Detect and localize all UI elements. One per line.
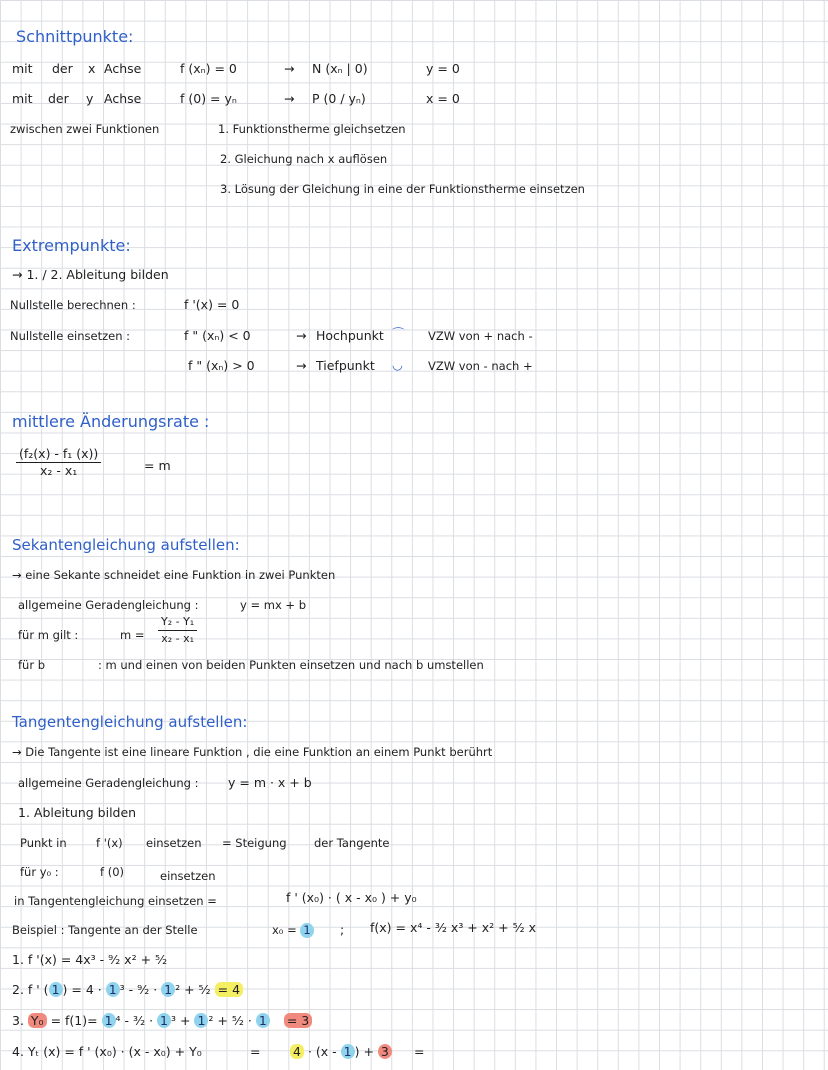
rate-denominator: x₂ - x₁	[40, 463, 78, 478]
sekante-m-fraction	[158, 615, 197, 646]
step3-power3: ³ +	[171, 1013, 191, 1028]
tangente-geradengleichung-label: allgemeine Geradengleichung :	[18, 776, 199, 790]
row-y-achse-label-achse: Achse	[104, 91, 142, 106]
section-heading-tangente: Tangentengleichung aufstellen:	[12, 713, 248, 731]
sekante-m-denominator: x₂ - x₁	[161, 632, 195, 645]
step4-mid: · (x -	[307, 1044, 337, 1059]
rate-fraction	[16, 447, 101, 478]
highlight-y0: Y₀	[28, 1013, 47, 1028]
sekante-definition: → eine Sekante schneidet eine Funktion in zwei Punkten	[12, 568, 336, 582]
rate-equals-m: = m	[144, 458, 171, 473]
cup-symbol-icon: ◡	[392, 357, 403, 372]
tangente-der-tangente: der Tangente	[314, 836, 390, 850]
highlight-one: 1	[49, 982, 63, 997]
highlight-one: 1	[102, 1013, 116, 1028]
step-aufloesen: 2. Gleichung nach x auflösen	[220, 152, 388, 166]
row-x-achse-label-der: der	[52, 61, 73, 76]
beispiel-label: Beispiel : Tangente an der Stelle	[12, 923, 198, 937]
beispiel-step-3	[12, 1013, 312, 1029]
arrow-right-icon: →	[296, 328, 307, 343]
step2-mid: ) = 4 ·	[62, 982, 102, 997]
tangente-in-gleichung: in Tangentengleichung einsetzen =	[14, 894, 217, 908]
highlight-one: 1	[341, 1044, 355, 1059]
extrem-second-derivative-gt: f " (xₙ) > 0	[188, 358, 255, 373]
extrem-nullstelle-einsetzen-label: Nullstelle einsetzen :	[10, 329, 131, 343]
highlight-three: 3	[378, 1044, 392, 1059]
step3-f1: = f(1)=	[50, 1013, 98, 1028]
step3-power2: ² + ⁵⁄₂ ·	[208, 1013, 252, 1028]
section-heading-schnittpunkte: Schnittpunkte:	[16, 27, 134, 46]
sekante-m-label: für m gilt :	[18, 628, 79, 642]
highlight-one: 1	[106, 982, 120, 997]
row-y-achse-result: x = 0	[426, 91, 460, 106]
row-x-achse-label-achse: Achse	[104, 61, 142, 76]
step-gleichsetzen: 1. Funktionstherme gleichsetzen	[218, 122, 406, 136]
row-y-achse-label-y: y	[86, 91, 94, 106]
extrem-hochpunkt: Hochpunkt	[316, 328, 384, 343]
section-heading-sekante: Sekantengleichung aufstellen:	[12, 536, 240, 554]
beispiel-x0-value: 1	[300, 923, 313, 938]
row-x-achse-result: y = 0	[426, 61, 460, 76]
row-x-achse-label-mit: mit	[12, 61, 33, 76]
highlight-one: 1	[194, 1013, 208, 1028]
tangente-definition: → Die Tangente ist eine lineare Funktion , die eine Funktion an einem Punkt berührt	[12, 745, 493, 759]
extrem-vzw-minus-plus: VZW von - nach +	[428, 359, 533, 373]
sekante-geradengleichung: y = mx + b	[240, 598, 307, 612]
beispiel-stelle	[272, 922, 314, 938]
tangente-step-ableitung: 1. Ableitung bilden	[18, 805, 137, 820]
step3-result: = 3	[284, 1013, 312, 1028]
arrow-right-icon: →	[284, 61, 295, 76]
arrow-right-icon: →	[284, 91, 295, 106]
sekante-b-instruction: : m und einen von beiden Punkten einsetzen und nach b umstellen	[98, 658, 484, 672]
row-y-achse-label-mit: mit	[12, 91, 33, 106]
row-y-achse-label-der: der	[48, 91, 69, 106]
step4-equals: =	[250, 1044, 261, 1059]
extrem-tiefpunkt: Tiefpunkt	[316, 358, 375, 373]
sekante-b-label: für b	[18, 658, 46, 672]
row-x-achse-equation: f (xₙ) = 0	[180, 61, 237, 76]
section-heading-aenderungsrate: mittlere Änderungsrate :	[12, 412, 210, 431]
tangente-steigung: = Steigung	[222, 836, 287, 850]
row-x-achse-point: N (xₙ | 0)	[312, 61, 368, 76]
extrem-second-derivative-lt: f " (xₙ) < 0	[184, 328, 251, 343]
highlight-one: 1	[161, 982, 175, 997]
highlight-four: 4	[290, 1044, 304, 1059]
extrem-first-derivative-zero: f '(x) = 0	[184, 297, 240, 312]
beispiel-x0-label: x₀ =	[272, 923, 297, 937]
section-heading-extrempunkte: Extrempunkte:	[12, 236, 131, 255]
beispiel-separator: ;	[340, 922, 345, 937]
extrem-nullstelle-berechnen-label: Nullstelle berechnen :	[10, 298, 136, 312]
beispiel-step-2	[12, 982, 243, 998]
tangente-f-null: f (0)	[100, 865, 124, 879]
row-x-achse-label-x: x	[88, 61, 96, 76]
arrow-right-icon: →	[296, 358, 307, 373]
step2-result: = 4	[215, 982, 243, 997]
sekante-m-numerator: Y₂ - Y₁	[161, 615, 195, 628]
row-y-achse-point: P (0 / yₙ)	[312, 91, 366, 106]
tangente-f-strich: f '(x)	[96, 836, 123, 850]
step2-power3: ³ - ⁹⁄₂ ·	[119, 982, 158, 997]
highlight-one: 1	[256, 1013, 270, 1028]
tangente-geradengleichung: y = m · x + b	[228, 775, 312, 790]
beispiel-step-4: 4. Yₜ (x) = f ' (x₀) · (x - x₀) + Y₀	[12, 1044, 202, 1059]
highlight-one: 1	[157, 1013, 171, 1028]
step4-trailing-equals: =	[414, 1044, 425, 1059]
row-y-achse-equation: f (0) = yₙ	[180, 91, 237, 106]
extrem-ableitung-bilden: → 1. / 2. Ableitung bilden	[12, 267, 169, 282]
beispiel-step-1: 1. f '(x) = 4x³ - ⁹⁄₂ x² + ⁵⁄₂	[12, 952, 168, 967]
tangente-einsetzen: einsetzen	[146, 836, 202, 850]
extrem-vzw-plus-minus: VZW von + nach -	[428, 329, 533, 343]
step-einsetzen: 3. Lösung der Gleichung in eine der Funktionstherme einsetzen	[220, 182, 585, 196]
step2-start: 2. f ' (	[12, 982, 49, 997]
beispiel-function: f(x) = x⁴ - ³⁄₂ x³ + x² + ⁵⁄₂ x	[370, 920, 537, 935]
step4-plus: ) +	[354, 1044, 374, 1059]
rate-numerator: (f₂(x) - f₁ (x))	[19, 446, 99, 461]
cap-symbol-icon: ⌒	[392, 326, 405, 341]
tangente-punkt-in: Punkt in	[20, 836, 67, 850]
row-zwei-funktionen-label: zwischen zwei Funktionen	[10, 122, 160, 136]
step3-number: 3.	[12, 1013, 24, 1028]
fraction-bar	[158, 630, 197, 631]
sekante-m-equals: m =	[120, 628, 145, 642]
tangente-y0-einsetzen: einsetzen	[160, 869, 216, 883]
tangente-y0-label: für y₀ :	[20, 865, 59, 879]
step4-substituted	[290, 1044, 392, 1060]
step3-power4: ⁴ - ³⁄₂ ·	[115, 1013, 154, 1028]
sekante-geradengleichung-label: allgemeine Geradengleichung :	[18, 598, 199, 612]
step2-power2: ² + ⁵⁄₂	[175, 982, 211, 997]
tangente-formula: f ' (x₀) · ( x - x₀ ) + y₀	[286, 890, 417, 905]
